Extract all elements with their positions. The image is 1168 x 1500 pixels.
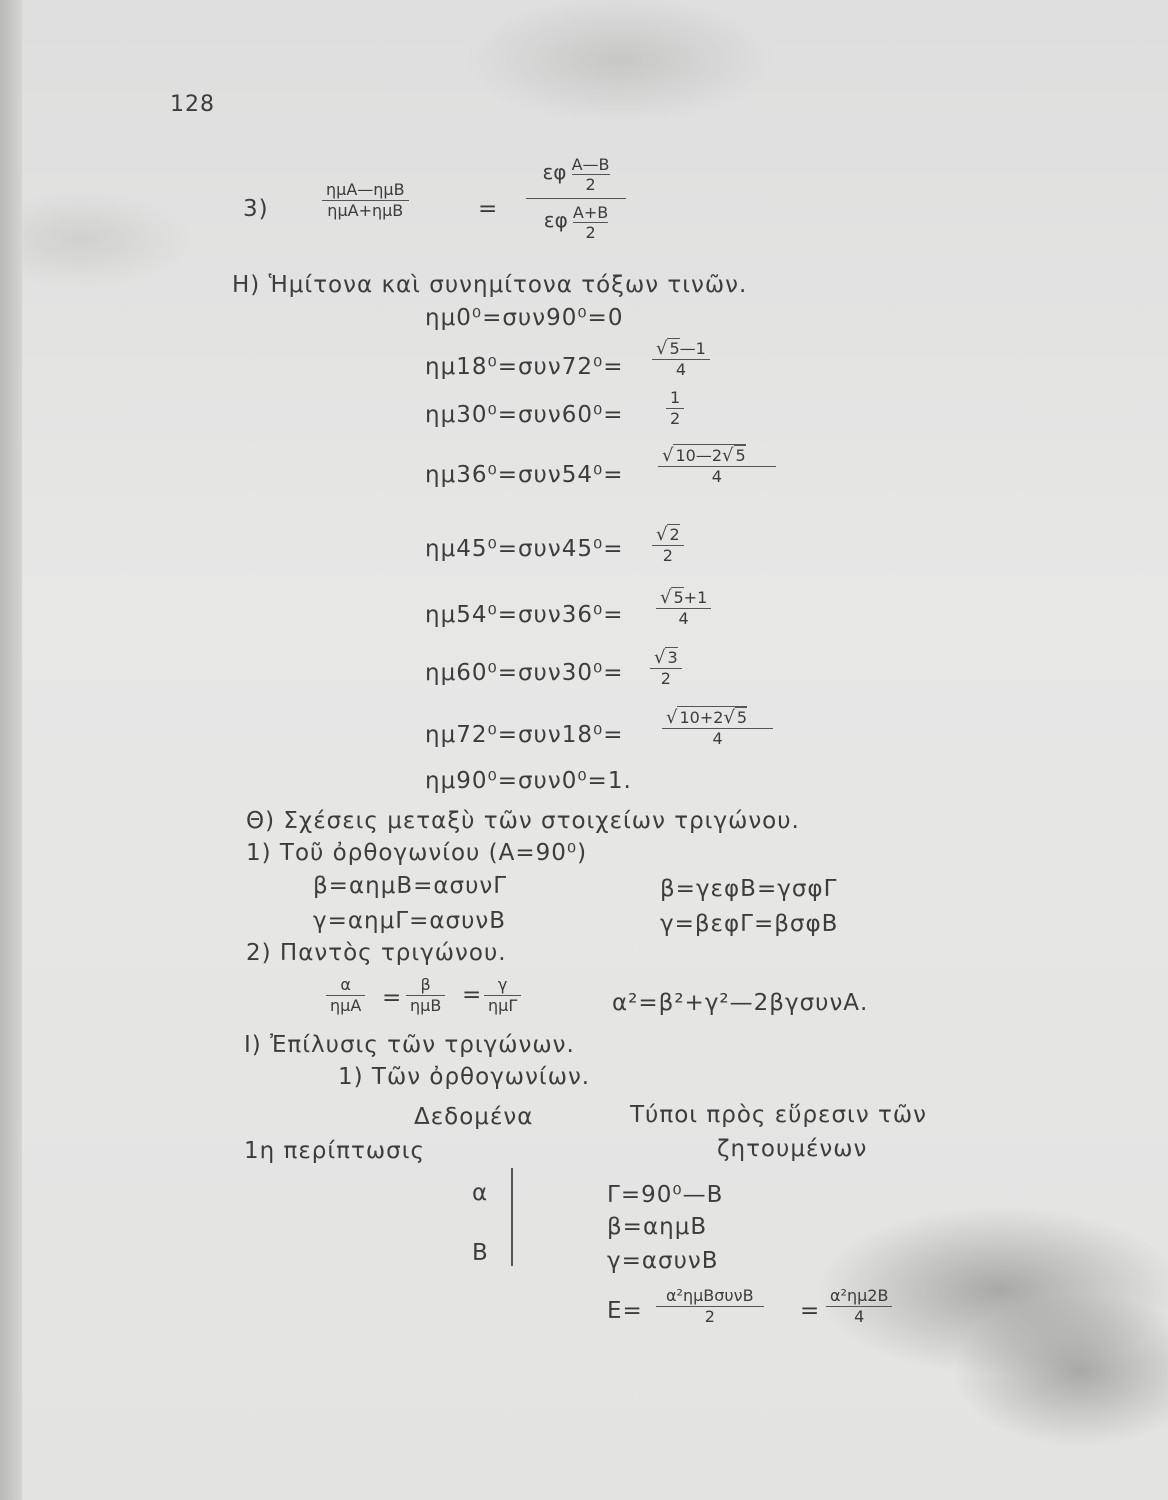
trig-row-30-den: 2 [670, 409, 681, 428]
law-sines-b [406, 975, 445, 1016]
trig-row-36-inner: 5 [735, 446, 746, 465]
col-formulas-header-2: ζητουμένων [717, 1136, 868, 1162]
trig-row-36-outer: 10—2 [675, 446, 723, 465]
trig-row-54-value: $\frac{√ 5+1}{4}$ [656, 587, 711, 629]
formula-3-lhs [322, 180, 409, 221]
trig-row-30-num: 1 [666, 388, 684, 409]
formula-area-prefix: Ε= [607, 1298, 643, 1324]
formula-gamma: Γ=90⁰—Β [607, 1182, 724, 1208]
trig-row-60-value: $\frac{√ 3}{2}$ [650, 647, 682, 689]
trig-row-18-lhs: ημ18⁰=συν72⁰= [425, 354, 624, 380]
table-divider [511, 1168, 513, 1266]
trig-row-54-den: 4 [678, 609, 689, 628]
formula-3-rhs-num [526, 155, 626, 199]
section-theta-sub1: 1) Τοῦ ὀρθογωνίου (Α=90⁰) [246, 840, 588, 866]
law-sines-eq-1: = [382, 985, 403, 1011]
trig-row-18-rest: —1 [679, 339, 706, 358]
trig-row-45-root: 2 [669, 525, 680, 544]
law-sines-c [484, 975, 521, 1016]
right-triangle-eq-2: γ=αημΓ=ασυνΒ [313, 908, 507, 934]
formula-3-rhs-den-frac-num: Α+Β [572, 203, 609, 222]
trig-row-45-den: 2 [662, 546, 673, 565]
trig-row-60-lhs: ημ60⁰=συν30⁰= [425, 660, 624, 686]
trig-row-36-value: $\frac{√ 10—2√ 5}{4}$ [658, 444, 776, 487]
right-triangle-eq-1: β=αημΒ=ασυνΓ [313, 873, 508, 899]
section-theta-sub2: 2) Παντὸς τριγώνου. [246, 940, 507, 966]
right-triangle-eq-4: γ=βεφΓ=βσφΒ [660, 911, 839, 937]
law-sines-a [326, 975, 365, 1016]
formula-3-rhs-den-prefix: εφ [543, 208, 568, 232]
right-triangle-eq-3: β=γεφΒ=γσφΓ [660, 876, 838, 902]
trig-row-72-inner: 5 [736, 708, 748, 727]
law-cosines: α²=β²+γ²—2βγσυνΑ. [612, 990, 869, 1016]
formula-area-num-2: α²ημ2Β [826, 1286, 892, 1307]
formula-3-label: 3) [243, 196, 269, 222]
formula-3-rhs [526, 155, 626, 242]
trig-row-90: ημ90⁰=συν0⁰=1. [425, 768, 632, 794]
trig-row-30-lhs: ημ30⁰=συν60⁰= [425, 402, 624, 428]
formula-area-num-1: α²ημΒσυνΒ [656, 1286, 764, 1307]
law-sines-a-den: ημΑ [330, 996, 362, 1015]
formula-beta: β=αημΒ [607, 1214, 708, 1240]
law-sines-eq-2: = [462, 982, 483, 1008]
trig-row-60-root: 3 [667, 648, 678, 667]
trig-row-54-root: 5 [673, 588, 684, 607]
trig-row-60-den: 2 [660, 669, 671, 688]
trig-row-30-value [666, 388, 684, 429]
trig-row-18-root: 5 [669, 339, 680, 358]
trig-row-18-den: 4 [675, 360, 687, 379]
given-a: α [472, 1180, 489, 1206]
formula-3-lhs-num: ημΑ—ημΒ [322, 180, 409, 201]
page-edge-shadow [0, 0, 22, 1500]
trig-row-72-den: 4 [712, 729, 723, 748]
trig-row-36-lhs: ημ36⁰=συν54⁰= [425, 462, 624, 488]
law-sines-b-num: β [406, 975, 445, 996]
trig-row-54-rest: +1 [683, 588, 708, 607]
trig-row-0: ημ0⁰=συν90⁰=0 [425, 305, 624, 331]
formula-area-frac-2 [826, 1286, 892, 1327]
section-h-heading: Η) Ἡμίτονα καὶ συνημίτονα τόξων τινῶν. [232, 272, 748, 298]
page-number: 128 [170, 92, 215, 117]
formula-3-rhs-num-frac-num: Α—Β [571, 155, 610, 174]
formula-area-equals: = [800, 1298, 821, 1324]
given-b: Β [472, 1240, 489, 1266]
formula-area-den-2: 4 [854, 1307, 865, 1326]
law-sines-c-den: ημΓ [488, 996, 518, 1015]
formula-gamma-side: γ=ασυνΒ [607, 1248, 719, 1274]
trig-row-36-den: 4 [711, 467, 722, 486]
trig-row-54-lhs: ημ54⁰=συν36⁰= [425, 602, 624, 628]
col-formulas-header-1: Τύποι πρὸς εὕρεσιν τῶν [630, 1102, 927, 1128]
formula-3-rhs-den [526, 199, 626, 242]
trig-row-18-value: $\frac{√ 5—1}{4}$ [652, 338, 710, 380]
formula-3-lhs-den: ημΑ+ημΒ [327, 201, 404, 220]
law-sines-b-den: ημΒ [410, 996, 442, 1015]
formula-3-rhs-den-frac-den: 2 [585, 223, 596, 242]
formula-3-rhs-num-prefix: εφ [542, 160, 567, 184]
formula-3-equals: = [478, 196, 499, 222]
section-i-sub1: 1) Τῶν ὀρθογωνίων. [338, 1064, 591, 1090]
trig-row-72-lhs: ημ72⁰=συν18⁰= [425, 722, 624, 748]
section-theta-heading: Θ) Σχέσεις μεταξὺ τῶν στοιχείων τριγώνου. [246, 808, 800, 834]
trig-row-72-value: $\frac{√ 10+2√ 5}{4}$ [662, 706, 773, 749]
section-i-heading: Ι) Ἐπίλυσις τῶν τριγώνων. [244, 1032, 575, 1058]
formula-3-rhs-num-frac-den: 2 [585, 175, 596, 194]
law-sines-c-num: γ [484, 975, 521, 996]
case-label: 1η περίπτωσις [244, 1138, 425, 1164]
law-sines-a-num: α [326, 975, 365, 996]
trig-row-45-lhs: ημ45⁰=συν45⁰= [425, 536, 624, 562]
trig-row-72-outer: 10+2 [679, 708, 724, 727]
col-given-header: Δεδομένα [414, 1104, 534, 1130]
formula-area-den-1: 2 [704, 1307, 715, 1326]
trig-row-45-value: $\frac{√ 2}{2}$ [652, 524, 684, 566]
formula-area-frac-1 [656, 1286, 764, 1327]
